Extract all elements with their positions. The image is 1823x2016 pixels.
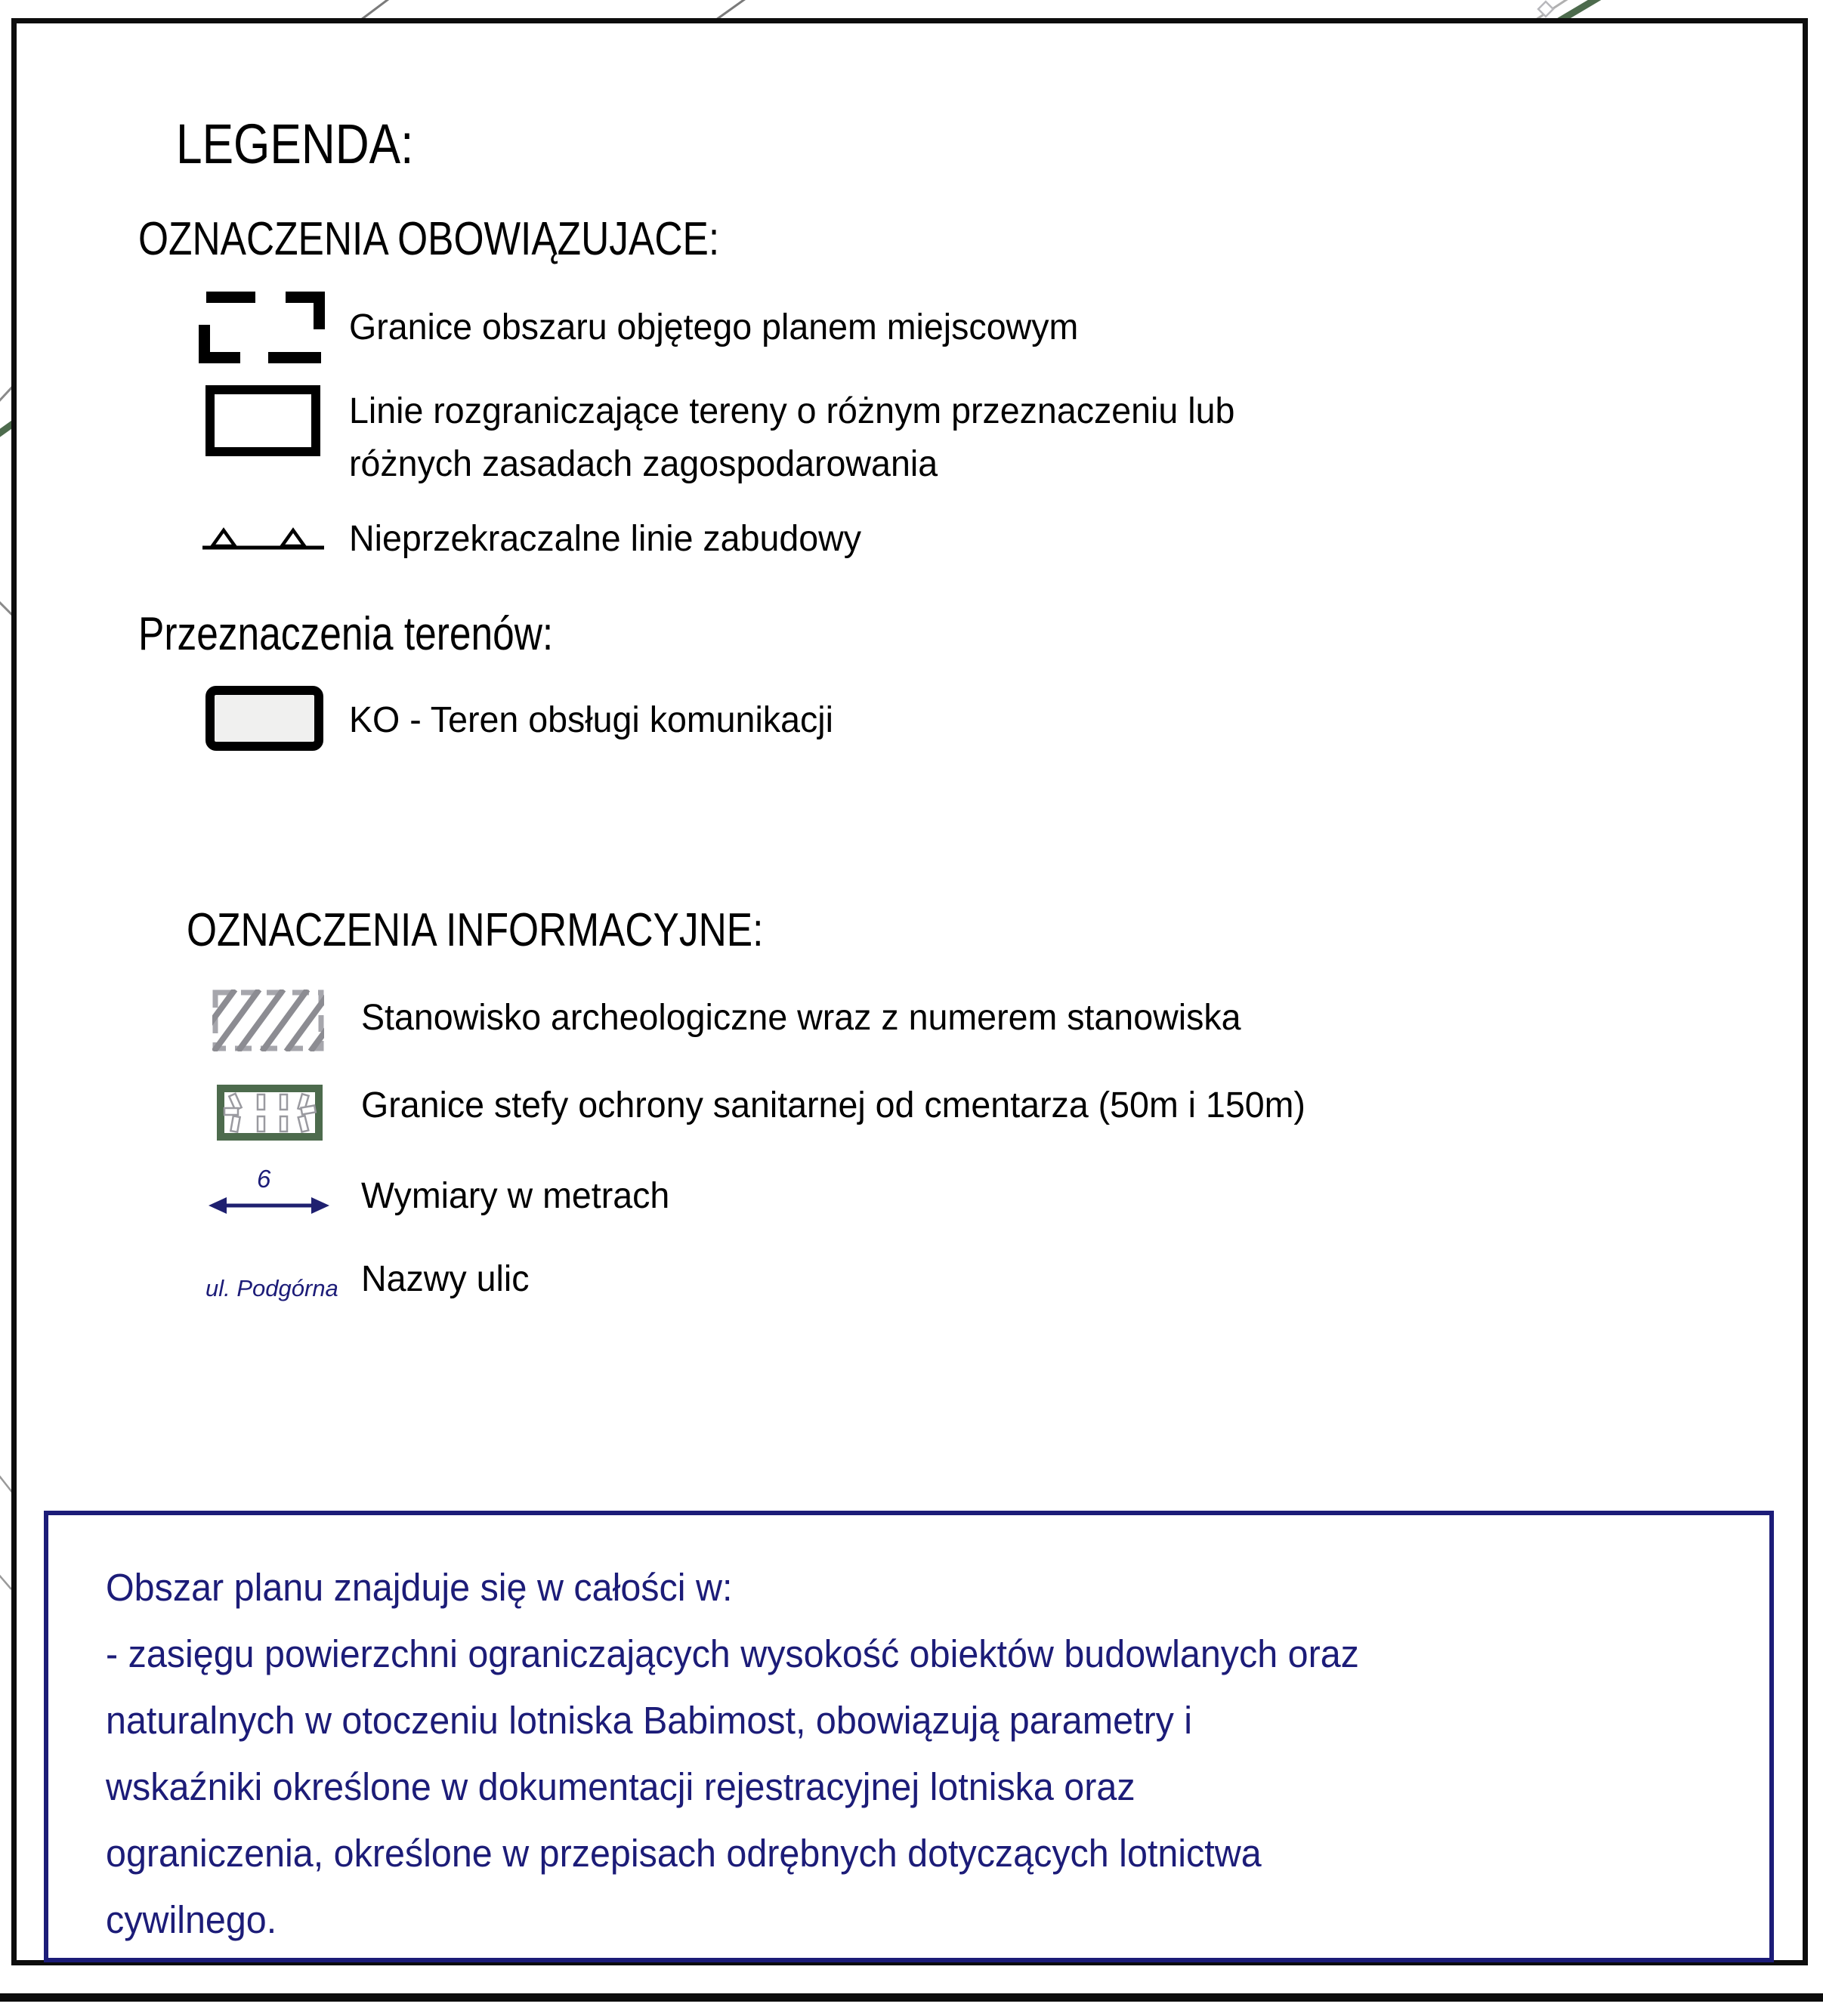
land-use-dividing-line-symbol xyxy=(205,385,320,456)
label-line: Linie rozgraniczające tereny o różnym przeznaczeniu lub xyxy=(349,391,1235,431)
legend-item-label: Granice obszaru objętego planem miejscowym xyxy=(349,307,1079,347)
section-title-informacyjne: OZNACZENIA INFORMACYJNE: xyxy=(187,904,764,956)
legend-item-label: Nieprzekraczalne linie zabudowy xyxy=(349,519,862,559)
section-title-obowiazujace: OZNACZENIA OBOWIĄZUJACE: xyxy=(138,213,720,265)
cemetery-sanitary-zone-symbol xyxy=(217,1085,323,1141)
note-line: Obszar planu znajduje się w całości w: xyxy=(106,1566,733,1609)
note-line: ograniczenia, określone w przepisach odrębnych dotyczących lotnictwa xyxy=(106,1832,1262,1875)
plan-area-boundary-symbol xyxy=(199,292,326,364)
note-line: wskaźniki określone w dokumentacji rejestracyjnej lotniska oraz xyxy=(106,1765,1136,1808)
dimension-arrow-symbol xyxy=(209,1190,329,1221)
note-line: naturalnych w otoczeniu lotniska Babimost, obowiązują parametry i xyxy=(106,1699,1193,1742)
ko-area-symbol xyxy=(205,686,323,751)
legend-item-label: Stanowisko archeologiczne wraz z numerem stanowiska xyxy=(361,998,1241,1038)
sheet-bottom-rule xyxy=(0,1993,1823,2002)
airport-note-text xyxy=(106,1554,1425,1953)
section-title-przeznaczenia: Przeznaczenia terenów: xyxy=(138,608,554,660)
note-line: cywilnego. xyxy=(106,1898,277,1941)
label-line: różnych zasadach zagospodarowania xyxy=(349,444,938,484)
legend-item-label: Nazwy ulic xyxy=(361,1259,530,1299)
legend-item-label: Granice stefy ochrony sanitarnej od cmentarza (50m i 150m) xyxy=(361,1085,1305,1125)
legend-item-label xyxy=(349,385,1234,491)
legend-item-label: Wymiary w metrach xyxy=(361,1176,670,1216)
legend-item-label: KO - Teren obsługi komunikacji xyxy=(349,700,833,740)
street-name-sample: ul. Podgórna xyxy=(205,1275,338,1301)
building-limit-line-symbol xyxy=(201,523,326,554)
legend-title: LEGENDA: xyxy=(176,113,414,175)
archaeological-site-hatch-symbol xyxy=(212,989,324,1051)
dimension-value: 6 xyxy=(257,1165,271,1193)
note-line: - zasięgu powierzchni ograniczających wysokość obiektów budowlanych oraz xyxy=(106,1632,1359,1675)
